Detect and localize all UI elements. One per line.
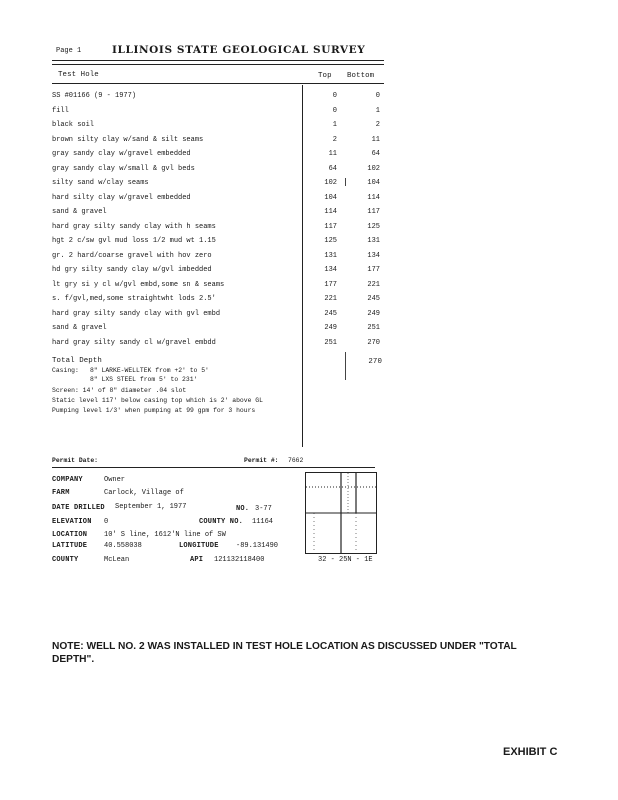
row-bottom-depth: 11 [371, 135, 380, 144]
column-header-bottom: Bottom [347, 72, 375, 80]
row-bottom-depth: 104 [367, 179, 380, 187]
row-bottom-depth: 270 [367, 338, 380, 347]
row-top-depth: 0 [332, 92, 337, 100]
table-row [52, 310, 392, 321]
table-row [52, 339, 392, 350]
row-top-depth: 131 [324, 251, 337, 260]
table-row [52, 165, 392, 176]
company-label: COMPANY [52, 476, 83, 484]
row-top-depth: 102 [324, 179, 337, 187]
permit-date-label: Permit Date: [52, 457, 99, 464]
table-row [52, 266, 392, 277]
table-row [52, 92, 392, 103]
row-bottom-depth: 245 [367, 295, 380, 303]
row-top-depth: 221 [324, 295, 337, 303]
row-top-depth: 177 [324, 280, 337, 289]
row-description: gray sandy clay w/gravel embedded [52, 150, 191, 158]
table-row [52, 281, 392, 292]
row-top-depth: 114 [324, 208, 337, 216]
row-top-depth: 125 [324, 237, 337, 245]
county-value: McLean [104, 556, 130, 564]
table-row [52, 223, 392, 234]
note-line-1: NOTE: WELL NO. 2 WAS INSTALLED IN TEST HOLE LOCATION AS DISCUSSED UNDER "TOTAL [52, 641, 517, 652]
row-bottom-depth: 251 [367, 324, 380, 332]
location-value: 10' S line, 1612'N line of SW [104, 531, 226, 539]
table-row [52, 136, 392, 147]
row-description: hard gray silty sandy cl w/gravel embdd [52, 338, 216, 347]
row-bottom-depth: 177 [367, 266, 380, 274]
screen-line: Screen: 14' of 8" diameter .04 slot [52, 387, 187, 394]
row-bottom-depth: 2 [375, 121, 380, 129]
table-row [52, 150, 392, 161]
row-description: sand & gravel [52, 208, 107, 216]
casing-label: Casing: [52, 367, 79, 374]
header-rule-bottom [52, 64, 384, 65]
header-rule-top [52, 60, 384, 61]
farm-value: Carlock, Village of [104, 489, 184, 497]
row-top-depth: 104 [324, 193, 337, 202]
total-depth-label: Total Depth [52, 357, 102, 365]
table-row [52, 252, 392, 263]
date-drilled-label: DATE DRILLED [52, 504, 105, 512]
row-top-depth: 245 [324, 309, 337, 318]
company-value: Owner [104, 476, 126, 484]
row-description: gr. 2 hard/coarse gravel with hov zero [52, 251, 212, 260]
column-header-test-hole: Test Hole [58, 71, 99, 79]
longitude-value: -89.131490 [236, 542, 279, 550]
casing-line-1: 8" LARKE-WELLTEK from +2' to 5' [90, 367, 209, 374]
row-bottom-depth: 1 [375, 106, 380, 115]
row-description: silty sand w/clay seams [52, 179, 149, 187]
row-top-depth: 134 [324, 266, 337, 274]
api-label: API [190, 556, 204, 564]
county-number-label: COUNTY NO. [199, 518, 244, 526]
total-depth-value: 270 [368, 358, 382, 366]
location-label: LOCATION [52, 531, 88, 539]
row-description: hgt 2 c/sw gvl mud loss 1/2 mud wt 1.15 [52, 237, 216, 245]
row-description: hard gray silty sandy clay with gvl embd [52, 309, 221, 318]
row-top-depth: 249 [324, 324, 337, 332]
latitude-value: 40.558038 [104, 542, 142, 550]
permit-number-label: Permit #: [244, 457, 279, 464]
permit-number-value: 7662 [288, 457, 304, 464]
exhibit-label: EXHIBIT C [503, 746, 558, 758]
row-bottom-depth: 114 [367, 193, 380, 202]
county-number-value: 11164 [252, 518, 274, 526]
static-level-line: Static level 117' below casing top which is 2' above GL [52, 397, 263, 404]
row-bottom-depth: 221 [367, 280, 380, 289]
county-label: COUNTY [52, 556, 79, 564]
table-row [52, 237, 392, 248]
table-row [52, 324, 392, 335]
table-header-rule [52, 83, 384, 84]
well-number-value: 3-77 [255, 505, 272, 513]
permit-rule [52, 467, 375, 468]
row-description: lt gry si y cl w/gvl embd,some sn & seams [52, 280, 225, 289]
farm-label: FARM [52, 489, 70, 497]
table-row [52, 295, 392, 306]
table-row [52, 208, 392, 219]
table-row [52, 179, 392, 190]
row-top-depth: 251 [324, 338, 337, 347]
casing-line-2: 8" LXS STEEL from 5' to 231' [90, 376, 198, 383]
section-locator-grid [305, 472, 377, 554]
table-row [52, 107, 392, 118]
document-title: ILLINOIS STATE GEOLOGICAL SURVEY [112, 44, 366, 56]
row-bottom-depth: 131 [367, 237, 380, 245]
note-line-2: DEPTH". [52, 654, 95, 665]
row-bottom-depth: 64 [371, 150, 380, 158]
section-grid-lines [306, 473, 376, 553]
date-drilled-value: September 1, 1977 [115, 503, 187, 511]
api-value: 121132118400 [214, 556, 265, 564]
row-description: black soil [52, 121, 95, 129]
table-row [52, 121, 392, 132]
row-bottom-depth: 102 [367, 164, 380, 173]
row-description: brown silty clay w/sand & silt seams [52, 135, 204, 144]
row-description: hd gry silty sandy clay w/gvl imbedded [52, 266, 212, 274]
row-bottom-depth: 134 [367, 251, 380, 260]
tick-mark-2 [345, 352, 346, 380]
row-description: gray sandy clay w/small & gvl beds [52, 164, 195, 173]
row-top-depth: 11 [328, 150, 337, 158]
row-description: s. f/gvl,med,some straightwht lods 2.5' [52, 295, 216, 303]
latitude-label: LATITUDE [52, 542, 88, 550]
row-description: hard silty clay w/gravel embedded [52, 193, 191, 202]
row-top-depth: 64 [328, 164, 337, 173]
row-bottom-depth: 125 [367, 222, 380, 231]
row-description: sand & gravel [52, 324, 107, 332]
row-top-depth: 1 [332, 121, 337, 129]
row-top-depth: 117 [324, 222, 337, 231]
elevation-value: 0 [104, 518, 109, 526]
page-label: Page 1 [56, 47, 82, 55]
row-top-depth: 2 [332, 135, 337, 144]
table-row [52, 194, 392, 205]
row-top-depth: 0 [332, 106, 337, 115]
row-bottom-depth: 117 [367, 208, 380, 216]
column-header-top: Top [318, 72, 332, 80]
well-number-label: NO. [236, 505, 250, 513]
township-range: 32 - 25N - 1E [318, 556, 373, 564]
row-description: fill [52, 106, 69, 115]
pumping-level-line: Pumping level 1/3' when pumping at 99 gpm for 3 hours [52, 407, 256, 414]
longitude-label: LONGITUDE [179, 542, 219, 550]
row-description: hard gray silty sandy clay with h seams [52, 222, 216, 231]
row-bottom-depth: 249 [367, 309, 380, 318]
elevation-label: ELEVATION [52, 518, 92, 526]
row-description: SS #01166 (9 - 1977) [52, 92, 137, 100]
row-bottom-depth: 0 [375, 92, 380, 100]
